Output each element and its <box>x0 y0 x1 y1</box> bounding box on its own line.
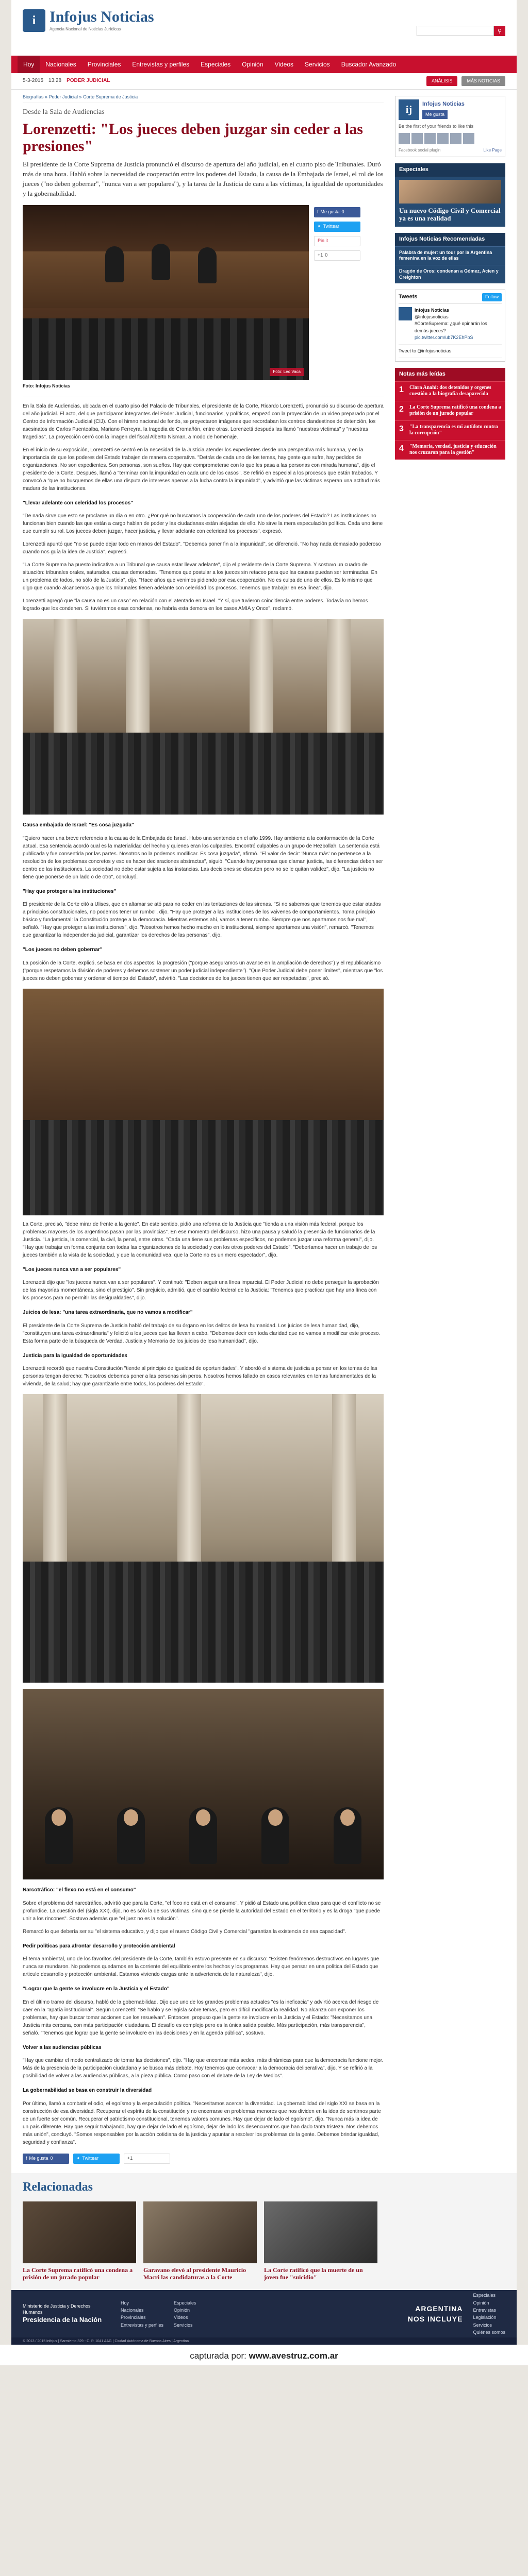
hero-photo-tag: Foto: Leo Vaca <box>270 368 304 376</box>
paragraph: Lorenzetti dijo que "los jueces nunca van a ser populares". Y continuó: "Deben seguir una línea imparcial. El Poder Judicial no debe perseguir la aprobación de las mayorías momentáneas, sino el prestigio". Sin prejuicio, admitió, que el cambio federal de la Justicia: "Tenemos que practicar que hay una línea con los procesos para no permitir las desigualdades", dijo. <box>23 1280 379 1301</box>
paragraph: "Quiero hacer una breve referencia a la causa de la Embajada de Israel. Hubo una sentencia en el año 1999. Hay ambiente a la conformación de la Corte actual. Esa sentencia acordó cual es la materialidad del hecho y quienes eran los culpables. Encontró culpables a un grupo de Hezbollah. La sentencia está publicada y fue consentida por las partes. Nosotros no la podemos modificar. Es cosa juzgada", afirmó. "El valor de decir: 'Nunca más' no pertenece a la resolución de los problemas concretos y eso es hacer declaraciones abstractas", siguió. "Cuando hay personas que claman justicia, las diferencias deben ser dentro de las instituciones. La sociedad no debe estar sujeta a las instancias. Las decisiones se discuten pero no se le quitan validez", dijo. "La justicia no tiene que ponerse de un lado o de otro", concluyó. <box>23 835 383 880</box>
paragraph: El presidente de la Corte citó a Ulises, que en altamar se ató para no ceder en las tentaciones de las sirenas. "Si no sabemos que tenemos que estar atados a principios constitucionales, no podemos tener un rumbo", dijo. "Hay que proteger a las instituciones de los vaivenes de comportamientos. Toma principio básico y fundamental: la Constitución protege a la democracia. Mientras estemos ahí, vamos a tener rumbo. Siempre que nos apartamos nos fue mal", señaló. "Hay que proteger a las instituciones", dijo. "Nosotros hemos hecho mucho en lo institucional, siempre aportamos una visión", remarcó. "Tenemos que garantizar la independencia judicial, garantizar los derechos de las personas", dijo. <box>23 902 381 939</box>
specials-head: Especiales <box>395 163 505 177</box>
subbar-actions <box>426 76 505 86</box>
specials-image[interactable] <box>399 180 501 204</box>
rank-number: 1 <box>399 385 404 394</box>
friend-avatar[interactable] <box>411 133 423 144</box>
friend-avatar[interactable] <box>463 133 474 144</box>
google-plus-label: +1 <box>318 252 323 258</box>
footer-link[interactable]: Videos <box>174 2315 188 2320</box>
photo-credit: Foto: Infojus Noticias <box>23 380 384 397</box>
article <box>23 90 384 2173</box>
official <box>117 1807 145 1864</box>
paragraph: Lorenzetti apuntó que "no se puede dejar todo en manos del Estado". "Debemos poner fin a la impunidad", se diferenció. "No hay nada demasiado poderoso cuando nos guía la idea de Justicia", expresó. <box>23 541 381 555</box>
section-heading: "Los jueces no deben gobernar" <box>23 947 103 953</box>
search-box <box>417 26 505 36</box>
facebook-icon: f <box>26 2156 27 2161</box>
tweet-text: #CorteSuprema: ¿qué opinarán los demás jueces? <box>415 321 487 333</box>
most-read-item[interactable] <box>395 420 505 440</box>
tweet-label: Twittear <box>323 224 340 229</box>
hero-person <box>105 246 124 282</box>
nav-item-especiales[interactable]: Especiales <box>201 61 231 68</box>
paragraph: El tema ambiental, uno de los favoritos del presidente de la Corte, también estuvo presente en su discurso: "Existen fenómenos destructivos en lugares que nunca se mundaron. No podemos quedarnos en la corriente del equilibrio entre los hechos y los programas. Hay que pensar en una política del Estado que articule desarrollo y protección ambiental. Estamos viviendo cargas ante la advertencia de la naturaleza", dijo. <box>23 1956 380 1978</box>
section-heading: "Lograr que la gente se involucre en la Justicia y el Estado" <box>23 1986 170 1992</box>
rank-number: 3 <box>399 424 404 433</box>
hero-person <box>198 247 217 283</box>
friend-avatar[interactable] <box>437 133 449 144</box>
specials-title[interactable]: Un nuevo Código Civil y Comercial ya es una realidad <box>399 206 501 223</box>
facebook-widget-name[interactable]: Infojus Noticias <box>422 100 465 107</box>
nav-item-buscador[interactable]: Buscador Avanzado <box>341 61 397 68</box>
facebook-like-button-bottom[interactable] <box>23 2154 69 2164</box>
related-section <box>11 2173 517 2291</box>
section-heading: Volver a las audiencias públicas <box>23 2044 102 2050</box>
more-news-pill[interactable]: MÁS NOTICIAS <box>461 76 505 86</box>
argentina-top: ARGENTINA <box>415 2304 463 2313</box>
search-button[interactable] <box>494 26 505 36</box>
tweet-label: Twittear <box>82 2156 99 2161</box>
column <box>126 619 150 736</box>
recommended-head: Infojus Noticias Recomendadas <box>395 233 505 246</box>
footer-links-3 <box>473 2292 505 2336</box>
footer-links-1 <box>121 2299 163 2329</box>
audience <box>23 1562 384 1683</box>
section-heading: "Llevar adelante con celeridad los procesos" <box>23 500 134 506</box>
google-plus-label: +1 <box>127 2156 133 2161</box>
paragraph: La posición de la Corte, explicó, se basa en dos aspectos: la progresión ("porque aseguramos un avance en la ampliación de derechos") y el republicanismo ("porque respetamos la división de poderes y debemos sostener un poder judicial independiente"). "Que Poder Judicial debe poner límites", mientras que "los jueces no deben gobernar y ordenar el tiempo del Estado", advirtió. "Las decisiones de los jueces tienen que ser respetadas", precisó. <box>23 960 383 981</box>
article-body <box>23 402 384 2164</box>
argentina-logo[interactable] <box>349 2303 463 2325</box>
facebook-plugin-label: Facebook social plugin <box>399 148 441 153</box>
related-title: La Corte Suprema ratificó una condena a prisión de un jurado popular <box>23 2266 133 2281</box>
logo-title: Infojus Noticias <box>50 8 154 25</box>
tweet-avatar[interactable] <box>399 307 412 320</box>
paragraph: "La Corte Suprema ha puesto indicativa a un Tribunal que causa estar llevar adelante", dijo el presidente de la Corte Suprema. Y sostuvo un cuadro de situación: tribunales orales, saturados, causas demoradas. "Tenemos que postular a los jueces sin retaceo para que las causas puedan ser terminadas. En un problema de todos, no sólo de la Justicia", dijo. "Hace años que venimos pidiendo por esa cooperación. No es culpa de uno de ellos. Es lo mismo que digo que cuando alcancemos a que los Tribunales tienen adelante con celeridad los procesos. Tenemos que trabajar en esa línea", dijo. <box>23 562 377 591</box>
related-image <box>23 2201 136 2263</box>
google-plus-count: 0 <box>325 252 328 258</box>
column <box>43 1394 67 1582</box>
footer-link[interactable]: Provinciales <box>121 2315 146 2320</box>
analysis-pill[interactable]: ANÁLISIS <box>426 76 458 86</box>
paragraph: "Hay que cambiar el modo centralizado de tomar las decisiones", dijo. "Hay que encontrar más sedes, más dinámicas para que la democracia funcione mejor. Más de la presencia de la participación ciudadana y se busca más debate. Hoy tenemos que convocar a la democracia deliberativa", dijo. Y se refirió a la posibilidad de volver a las audiencias públicas, a la pieza pública. Como paso con el debate de la Ley de Medios". <box>23 2058 384 2079</box>
official <box>45 1807 73 1864</box>
recommended-item[interactable]: Palabra de mujer: un tour por la Argentina femenina en la voz de ellas <box>395 246 505 265</box>
nav-item-entrevistas[interactable]: Entrevistas y perfiles <box>132 61 190 68</box>
nav-item-nacionales[interactable]: Nacionales <box>45 61 76 68</box>
tweets-follow-button[interactable]: Follow <box>482 293 502 301</box>
sub-bar <box>11 73 517 90</box>
footer-link[interactable]: Legislación <box>473 2315 497 2320</box>
logo-subtitle: Agencia Nacional de Noticias Jurídicas <box>50 27 121 31</box>
facebook-widget-faces <box>399 133 502 144</box>
official <box>261 1807 289 1864</box>
paragraph: Sobre el problema del narcotráfico, advirtió que para la Corte, "el foco no está en el consumo". Y pidió al Estado una política clara para que el conflicto no se profundice. La cuestión del (sigla XXI), dijo, no es sólo la de sus víctimas, sino que se pierde la autoridad del Estado en el territorio y es la droga "que puede unir a los rincones". Sostuvo además que "el juez no es la solución". <box>23 1900 381 1922</box>
hero-image <box>23 205 309 380</box>
related-grid <box>23 2201 505 2281</box>
facebook-icon: f <box>317 209 319 215</box>
footer-link[interactable]: Nacionales <box>121 2307 144 2313</box>
column <box>327 619 351 736</box>
site-footer <box>11 2290 517 2337</box>
footer-link[interactable]: Especiales <box>473 2293 496 2298</box>
site-wrapper <box>11 0 517 2345</box>
most-read-box <box>395 368 505 460</box>
tweet-author[interactable]: Infojus Noticias <box>415 308 450 313</box>
facebook-widget-text: Be the first of your friends to like this <box>399 124 474 129</box>
column <box>177 1394 201 1582</box>
footer-link[interactable]: Especiales <box>174 2300 196 2306</box>
recommended-item[interactable]: Dragón de Oros: condenan a Gómez, Acien y Creighton <box>395 265 505 283</box>
related-heading: Relacionadas <box>23 2180 93 2194</box>
related-image <box>143 2201 257 2263</box>
twitter-icon: ✦ <box>76 2156 80 2161</box>
paragraph: En el último tramo del discurso, habló de la gobernabilidad. Dijo que uno de los grandes problemas actuales "es la ineficacia" y advirtió acerca del riesgo de caer en la "apatía institucional". Según Lorenzetti: "Se hablo y se legisla sobre temas, pero en difícil modificar la realidad. No alcanza con exponer los problemas, hay que buscar tomar acciones que los resuelvan". Entonces, propuso que la gente se involucre en la Justicia y el Estado: "Necesitamos una Justicia más cercana, con más participación ciudadana. El desafío es complejo pero es la única salida posible. Más participación, más transparencia", señaló. "Tenemos que lograr que la gente se involucre en las decisiones y en la agenda pública", sostuvo. <box>23 1999 379 2036</box>
nav-item-servicios[interactable]: Servicios <box>305 61 330 68</box>
content-area <box>11 90 517 2173</box>
tweet-handle[interactable]: @infojusnoticias <box>415 314 449 320</box>
capture-watermark <box>0 2345 528 2365</box>
section-heading: Causa embajada de Israel: "Es cosa juzgada" <box>23 822 134 828</box>
article-photo-officials <box>23 1689 384 1879</box>
facebook-widget-logo[interactable]: ij <box>399 99 419 120</box>
section-heading: Justicia para la igualdad de oportunidades <box>23 1352 127 1359</box>
paragraph: "De nada sirve que esto se proclame un día o en otro. ¿Por qué no buscamos la cooperación de cada uno de los poderes del Estado? Las instituciones no funcionan bien cuando las que están a cargo hablan de poder y las ciudadanas están alejadas de ello. No sirve la mera especulación política. Cada uno tiene que cumplir su rol. Los jueces deben juzgar, hacer justicia, y llevar adelante con celeridad los procesos", expresó. <box>23 513 383 535</box>
article-lead: El presidente de la Corte Suprema de Justicia pronunció el discurso de apertura del año judicial, en el cuarto piso de Tribunales. Duró más de una hora. Habló sobre la necesidad de cooperación entre los poderes del Estado, la causa de la Embajada de Israel, el rol de los jueces ("no deben gobernar", "nunca van a ser populares"), y la tarea de la Justicia de cara a las víctimas, la igualdad de oportunidades y la gobernabilidad. <box>23 160 384 197</box>
paragraph: Por último, llamó a combatir el odio, el egoísmo y la especulación política. "Necesitamos acercar la diversidad. La gobernabilidad del siglo XXI se basa en la construcción de esa diversidad. Recuperar el espíritu de la constitución y no encerrarse en problemas menores que nos dividen en la idea de sentirnos parte de un fuerte ser común. Recuperar el patriotismo constitucional, tenemos valores comunes. Hay que dejar de lado el egoísmo", dijo. "Nunca más la idea de un país diferente. Hay que seguir trabajando, hay que dejar de lado el egoísmo, dejar de lado los desencuentros que han dado tanta tristeza. Nos debemos más unión", concluyó. "Somos responsables por la acción cotidiana de la justicia y apuntar a resolver los problemas de la gente. Debemos brindar igualdad, seguridad y confianza". <box>23 2100 381 2145</box>
official <box>189 1807 217 1864</box>
specials-box <box>395 163 505 227</box>
nav-item-videos[interactable]: Videos <box>274 61 294 68</box>
google-plus-button-bottom[interactable] <box>124 2154 170 2164</box>
tweets-title: Tweets <box>399 294 418 300</box>
date-label: 5-3-2015 <box>23 78 44 84</box>
site-header <box>11 0 517 56</box>
related-title: La Corte ratificó que la muerte de un joven fue "suicidio" <box>264 2266 363 2281</box>
paragraph: El presidente de la Corte Suprema de Justicia habló del trabajo de su órgano en los delitos de lesa humanidad. Los juicios de lesa humanidad, dijo, "constituyen una tarea extraordinaria" y felicitó a los jueces que las llevan a cabo. "Debemos decir con toda claridad que no vamos a modificar este proceso. Esta forma parte de la búsqueda de Verdad, Justicia y Memoria de los juicios de lesa humanidad", dijo. <box>23 1323 381 1344</box>
tweets-head <box>399 293 502 304</box>
footer-link[interactable]: Entrevistas <box>473 2307 496 2313</box>
hero-person <box>152 244 170 280</box>
column <box>54 619 77 736</box>
column <box>250 619 273 736</box>
footer-link[interactable]: Quiénes somos <box>473 2330 505 2335</box>
facebook-like-button[interactable] <box>314 207 360 217</box>
pinterest-button[interactable] <box>314 236 360 246</box>
most-read-title: "La transparencia es mi antídoto contra la corrupción" <box>409 423 498 436</box>
tweet <box>399 304 502 344</box>
article-photo-hall <box>23 619 384 815</box>
paragraph: En la Sala de Audiencias, ubicada en el cuarto piso del Palacio de Tribunales, el presidente de la Corte, Ricardo Lorenzetti, pronunció su discurso de apertura del año judicial. El acto, del que participaron integrantes del Poder Judicial, funcionarios, y políticos, empezó con la proyección de un video preparado por el Centro de Información Judicial (CIJ). Con el himno nacional de fondo, se proyectaron imágenes que recordaban los centros clandestinos de detención, los asesinatos de Carlos Fuentealba, Mariano Ferreyra, la tragedia de Cromañón, entre otras. Lorenzetti después las llamó "nuestras víctimas" y "nuestras tragedias". La proyección cerró con la imagen del fiscal Alberto Nisman, a modo de homenaje. <box>23 403 384 440</box>
section-heading: "Hay que proteger a las instituciones" <box>23 888 117 894</box>
facebook-widget-head <box>399 99 502 120</box>
rank-number: 2 <box>399 404 404 414</box>
official <box>334 1807 361 1864</box>
footer-link[interactable]: Servicios <box>473 2322 492 2328</box>
rank-number: 4 <box>399 444 404 453</box>
footer-link[interactable]: Opinión <box>174 2307 190 2313</box>
footer-link[interactable]: Servicios <box>174 2322 193 2328</box>
tweet-link[interactable]: pic.twitter.com/ub7K2EhPbS <box>415 334 473 340</box>
logo-mark: i <box>23 9 45 32</box>
related-card[interactable] <box>264 2201 377 2281</box>
paragraph: En el inicio de su exposición, Lorenzetti se centró en la necesidad de la Justicia atender los expedientes desde una perspectiva más humana, y en la importancia de que los poderes del Estado trabajen de manera cooperativa. "Detrás de cada uno de los temas, hay gente que sufre, hay pedidos de organizaciones. No son expedientes. Son personas, son sueños. Hay que comprometerse con lo que les pasa a las personas con mirada humana", dijo el presidente de la Corte. Después, llamó a "terminar con la impunidad en cada uno de los casos". Se refirió en especial a los procesos que están trabados. Y convocó a "que no busquemos de ellas una disputa de intereses apenas a la lucha contra la impunidad", y advirtió que las víctimas esperan una actitud más madura de las instituciones. <box>23 447 381 492</box>
most-read-head: Notas más leídas <box>395 368 505 381</box>
most-read-title: "Memoria, verdad, justicia y educación nos cruzaron para la gestión" <box>409 443 497 456</box>
facebook-like-count: 0 <box>50 2156 53 2161</box>
officials-row <box>23 1807 384 1864</box>
article-kicker: Desde la Sala de Audiencias <box>23 108 105 116</box>
paragraph: Lorenzetti agregó que "la causa no es un caso" en relación con el atentado en Israel. "Y sí, que tuvieron coincidencia entre poderes. Todavía no hemos logrado que los condenen. Si tuviéramos esas condenas, no habría esta demora en los casos AMIA y Once", reclamó. <box>23 598 368 612</box>
paragraph: La Corte, precisó, "debe mirar de frente a la gente". En este sentido, pidió una reforma de la Justicia que "tienda a una visión más federal, porque los problemas mayores de los argentinos pasan por las provincias". En ese momento del discurso, hizo una pausa y saludó la presencia de funcionarios de la Justicia. "La justicia, la comercial, la civil, la penal, entre otras. "Cada una tiene sus problemas específicos, no podemos juzgar una reforma general", dijo. "Hay que trabajar en forma conjunta con todas las organizaciones de la sociedad y con los otros poderes del Estado". "Deberíamos hacer un trabajo de los jueces también a la vista de la sociedad, y que la comunidad vea, que la Corte no es un mero espectador", dijo. <box>23 1221 377 1258</box>
ministry-block[interactable] <box>23 2303 110 2324</box>
related-card[interactable] <box>143 2201 257 2281</box>
section-heading: La gobernabilidad se basa en construir la diversidad <box>23 2088 152 2094</box>
share-column <box>314 205 384 380</box>
facebook-like-label: Me gusta <box>29 2156 48 2161</box>
most-read-item[interactable] <box>395 401 505 420</box>
facebook-widget-footer <box>399 147 502 154</box>
paragraph: Lorenzetti recordó que nuestra Constitución "tiende al principio de igualdad de oportunidades". Y abordó el sistema de justicia a pensar en los temas de las personas tengan derecho: "Nosotros debemos poner a las personas sin peros. Nosotros hemos fallado en casos relevantes en temas fundamentales de la vivienda, de la salud; hay que garantizarle entre todos, los poderes del Estado". <box>23 1366 377 1387</box>
bottom-share-bar <box>23 2154 384 2164</box>
audience <box>23 733 384 815</box>
friend-avatar[interactable] <box>450 133 461 144</box>
search-icon: ⚲ <box>497 28 502 35</box>
hero-block <box>23 205 384 380</box>
main-nav <box>11 56 517 73</box>
article-photo-columns <box>23 1394 384 1683</box>
footer-link[interactable]: Entrevistas y perfiles <box>121 2322 164 2328</box>
related-title: Garavano elevó al presidente Mauricio Macri las candidaturas a la Corte <box>143 2266 246 2281</box>
time-label: 13:28 <box>48 78 62 84</box>
twitter-icon: ✦ <box>317 224 321 229</box>
pinterest-label: Pin it <box>318 238 328 244</box>
related-card[interactable] <box>23 2201 136 2281</box>
facebook-widget-like-button[interactable]: Me gusta <box>422 110 448 119</box>
tweets-widget <box>395 290 505 361</box>
section-heading: Juicios de lesa: "una tarea extraordinaria, que no vamos a modificar" <box>23 1310 193 1316</box>
watermark-site[interactable]: www.avestruz.com.ar <box>249 2351 338 2361</box>
paragraph: Remarcó lo que debería ser su "el sistema educativo, y dijo que el nuevo Código Civil y Comercial "garantiza la existencia de esa capacidad". <box>23 1928 346 1935</box>
sidebar <box>395 90 505 2173</box>
section-label[interactable]: PODER JUDICIAL <box>67 78 110 84</box>
facebook-like-page-link[interactable]: Like Page <box>483 148 502 153</box>
article-title: Lorenzetti: "Los jueces deben juzgar sin ceder a las presiones" <box>23 121 363 155</box>
article-photo-audience <box>23 989 384 1215</box>
recommended-box <box>395 233 505 284</box>
tweet-compose-text[interactable]: Tweet to @infojusnoticias <box>399 348 452 353</box>
facebook-like-count: 0 <box>341 209 344 215</box>
most-read-item[interactable] <box>395 381 505 401</box>
argentina-bottom: NOS INCLUYE <box>407 2315 463 2324</box>
footer-link[interactable]: Hoy <box>121 2300 129 2306</box>
watermark-prefix: capturada por: <box>190 2351 246 2361</box>
google-plus-button[interactable] <box>314 250 360 261</box>
nav-item-provinciales[interactable]: Provinciales <box>87 61 121 68</box>
most-read-item[interactable] <box>395 440 505 460</box>
footer-link[interactable]: Opinión <box>473 2300 489 2306</box>
tweet-button[interactable] <box>314 222 360 232</box>
nav-item-opinion[interactable]: Opinión <box>242 61 263 68</box>
related-image <box>264 2201 377 2263</box>
breadcrumb[interactable]: Biografías » Poder Judicial » Corte Suprema de Justicia <box>23 90 384 103</box>
facebook-widget <box>395 96 505 157</box>
audience <box>23 1120 384 1215</box>
column <box>332 1394 356 1582</box>
section-heading: "Los jueces nunca van a ser populares" <box>23 1266 121 1273</box>
section-heading: Pedir políticas para afrontar desarrollo y protección ambiental <box>23 1943 175 1949</box>
facebook-like-label: Me gusta <box>320 209 340 215</box>
legal-bar: © 2013 / 2015 Infojus | Sarmiento 329 - C. P. 1041 AAG | Ciudad Autónoma de Buenos Aires | Argentina <box>11 2337 517 2345</box>
tweet-compose <box>399 345 502 358</box>
tweet-button-bottom[interactable] <box>73 2154 120 2164</box>
friend-avatar[interactable] <box>399 133 410 144</box>
ministry-name: Ministerio de Justicia y Derechos Humanos <box>23 2303 91 2315</box>
presidency-name: Presidencia de la Nación <box>23 2315 102 2324</box>
hero-crowd <box>23 318 309 380</box>
friend-avatar[interactable] <box>424 133 436 144</box>
nav-item-hoy[interactable]: Hoy <box>18 56 40 73</box>
footer-links-2 <box>174 2299 196 2329</box>
most-read-title: Clara Anahí: dos detenidos y orgenes cuestión a la biografia desaparecida <box>409 384 491 397</box>
search-input[interactable] <box>417 26 494 36</box>
section-heading: Narcotráfico: "el flexo no está en el consumo" <box>23 1887 136 1893</box>
most-read-title: La Corte Suprema ratificó una condena a prisión de un jurado popular <box>409 404 501 417</box>
